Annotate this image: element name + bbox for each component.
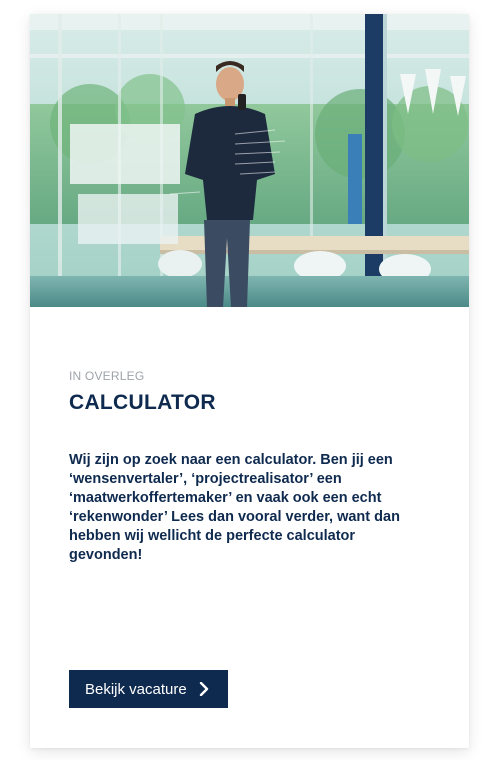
vacancy-card[interactable] xyxy=(30,14,469,748)
category-label: IN OVERLEG xyxy=(69,369,145,383)
view-vacancy-label: Bekijk vacature xyxy=(85,680,187,698)
vacancy-photo xyxy=(30,14,469,307)
vacancy-title: CALCULATOR xyxy=(69,391,216,414)
view-vacancy-button[interactable] xyxy=(69,670,228,708)
chevron-right-icon xyxy=(199,682,209,696)
vacancy-description: Wij zijn op zoek naar een calculator. Ben jij een ‘wensenvertaler’, ‘projectrealisator’ een ‘maatwerkoffertemaker’ en vaak ook een echt ‘rekenwonder’ Lees dan vooral verder, want dan hebben wij wellicht de perfecte calculator gevonden! xyxy=(69,452,400,563)
